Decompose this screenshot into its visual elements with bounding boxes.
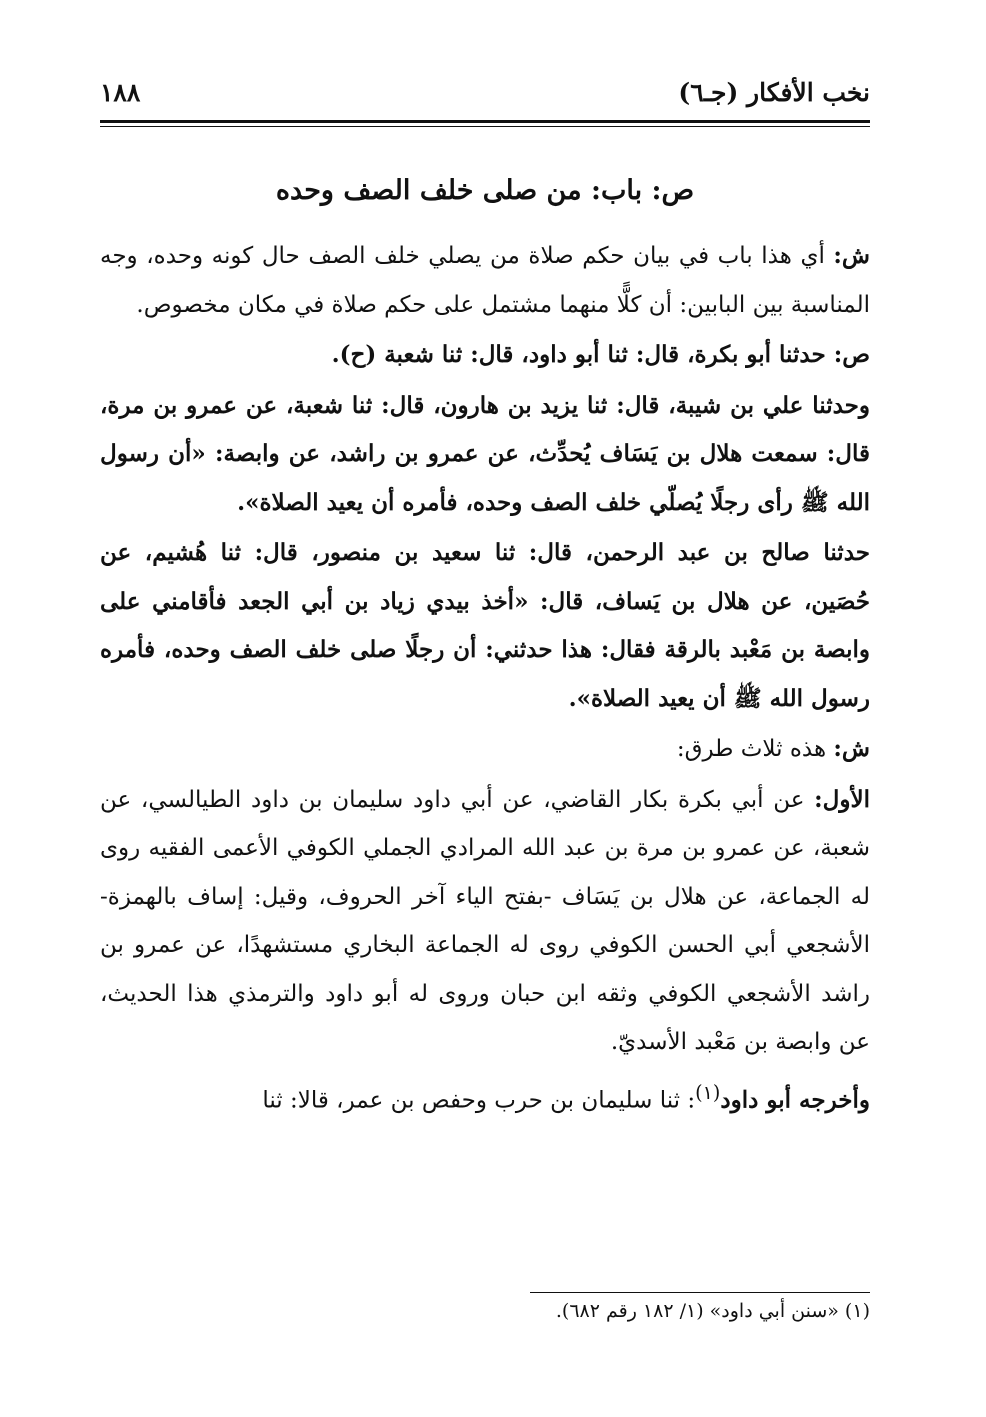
paragraph-label: ش: [833, 242, 870, 269]
page-number: ١٨٨ [100, 77, 141, 107]
paragraph-4: حدثنا صالح بن عبد الرحمن، قال: ثنا سعيد بن منصور، قال: ثنا هُشيم، عن حُصَين، عن هلال بن يَساف، قال: «أخذ بيدي زياد بن أبي الجعد فأقامني على وابصة بن مَعْبد بالرقة فقال: هذا حدثني: أن رجلًا صلى خلف الصف وحده، فأمره رسول الله ﷺ أن يعيد الصلاة». [100, 539, 870, 712]
header-rule-thick [100, 120, 870, 123]
paragraph-text: هذه ثلاث طرق: [676, 736, 834, 762]
paragraph-label: الأول: [814, 785, 870, 813]
chapter-title: ص: باب: من صلى خلف الصف وحده [275, 175, 695, 206]
paragraph-label: ص: [833, 341, 870, 368]
page-header [100, 70, 870, 114]
book-title: نخب الأفكار (جـ٦) [678, 77, 870, 107]
paragraph-text: : ثنا سليمان بن حرب وحفص بن عمر، قالا: ثنا [262, 1087, 696, 1114]
footnote: (١) «سنن أبي داود» (١/ ١٨٢ رقم ٦٨٢). [555, 1300, 870, 1322]
paragraph-label: وأخرجه أبو داود [720, 1086, 870, 1114]
paragraph-2 [100, 331, 870, 380]
paragraph-5 [100, 725, 870, 774]
paragraph-text: عن أبي بكرة بكار القاضي، عن أبي داود سليمان بن داود الطيالسي، عن شعبة، عن عمرو بن مرة بن عبد الله المرادي الجملي الكوفي الأعمى الفقيه روى له الجماعة، عن هلال بن يَسَاف -بفتح الياء آخر الحروف، وقيل: إساف بالهمزة- الأشجعي أبي الحسن الكوفي روى له الجماعة البخاري مستشهدًا، عن عمرو بن راشد الأشجعي الكوفي وثقه ابن حبان وروى له أبو داود والترمذي هذا الحديث، عن وابصة بن مَعْبد الأسديّ. [100, 786, 870, 1055]
paragraph-7 [100, 1069, 870, 1125]
paragraph-text: أي هذا باب في بيان حكم صلاة من يصلي خلف الصف حال كونه وحده، وجه المناسبة بين البابين: أن كلًّا منهما مشتمل على حكم صلاة في مكان مخصوص. [100, 243, 870, 318]
paragraph-6 [100, 776, 870, 1067]
footnote-rule [530, 1292, 870, 1293]
paragraph-3: وحدثنا علي بن شيبة، قال: ثنا يزيد بن هارون، قال: ثنا شعبة، عن عمرو بن مرة، قال: سمعت هلال بن يَسَاف يُحدِّث، عن عمرو بن راشد، عن وابصة: «أن رسول الله ﷺ رأى رجلًا يُصلّي خلف الصف وحده، فأمره أن يعيد الصلاة». [100, 391, 870, 516]
document-page [100, 70, 870, 1127]
footnote-ref: (١) [695, 1080, 721, 1104]
paragraph-label: ش: [833, 735, 870, 762]
header-rule-thin [100, 126, 870, 127]
paragraph-text: حدثنا أبو بكرة، قال: ثنا أبو داود، قال: ثنا شعبة (ح). [331, 341, 834, 368]
paragraph-1 [100, 232, 870, 329]
